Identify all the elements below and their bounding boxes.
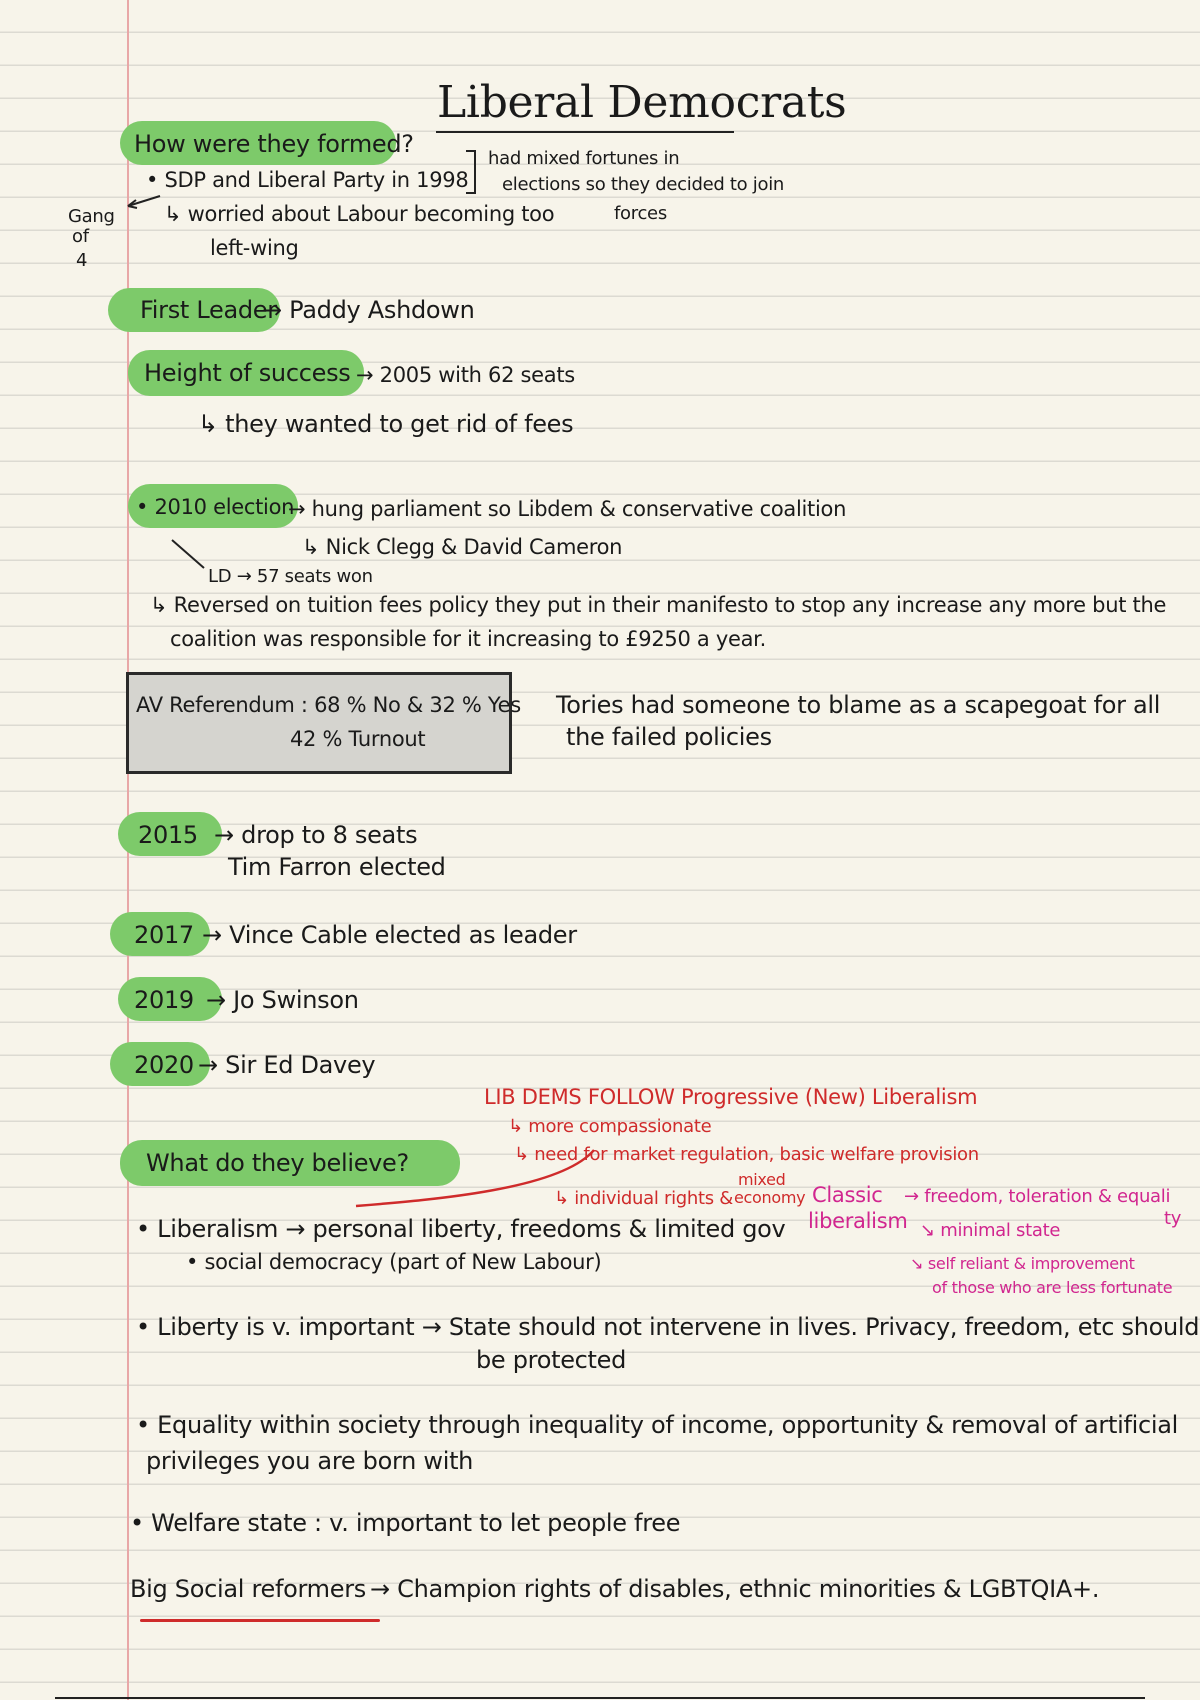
progressive-mixed: mixed (738, 1170, 786, 1189)
timeline-2020-text: → Sir Ed Davey (198, 1051, 376, 1079)
progressive-line-4: ↳ individual rights & (554, 1188, 734, 1209)
timeline-2017-year: 2017 (134, 921, 194, 949)
beliefs-liberty-1: • Liberty is v. important → State should not intervene in lives. Privacy, freedom, etc should (136, 1313, 1200, 1341)
progressive-line-2: ↳ more compassionate (508, 1116, 712, 1137)
margin-note-gang: Gang (68, 206, 115, 227)
beliefs-heading: What do they believe? (146, 1149, 409, 1177)
success-value: → 2005 with 62 seats (356, 363, 575, 387)
bottom-rule (55, 1697, 1145, 1699)
success-note: ↳ they wanted to get rid of fees (198, 410, 574, 438)
classic-point-3a: ↘ self reliant & improvement (910, 1254, 1135, 1273)
classic-point-2: ↘ minimal state (920, 1220, 1061, 1241)
election2010-sub-1: ↳ Nick Clegg & David Cameron (302, 535, 623, 559)
margin-note-4: 4 (76, 250, 88, 271)
timeline-2015-text: → drop to 8 seats (214, 821, 418, 849)
election2010-sub-2: LD → 57 seats won (208, 566, 373, 587)
success-label: Height of success (144, 359, 351, 387)
av-line-1: AV Referendum : 68 % No & 32 % Yes (136, 693, 521, 717)
beliefs-reformers-text: → Champion rights of disables, ethnic minorities & LGBTQIA+. (370, 1575, 1100, 1603)
classic-point-3b: of those who are less fortunate (932, 1278, 1173, 1297)
av-side-1: Tories had someone to blame as a scapegoat for all (556, 691, 1161, 719)
beliefs-welfare: • Welfare state : v. important to let people free (130, 1509, 681, 1537)
formed-heading: How were they formed? (134, 130, 414, 158)
gang-of-4-arrow (128, 196, 160, 206)
progressive-economy: economy (734, 1188, 806, 1207)
classic-label-2: liberalism (808, 1209, 908, 1233)
election2010-value: → hung parliament so Libdem & conservative coalition (288, 497, 847, 521)
beliefs-equality-2: privileges you are born with (146, 1447, 474, 1475)
av-side-2: the failed policies (566, 723, 772, 751)
timeline-2017-text: → Vince Cable elected as leader (202, 921, 577, 949)
election2010-reversal-1: ↳ Reversed on tuition fees policy they put in their manifesto to stop any increase any more but the (150, 593, 1167, 617)
beliefs-reformers-label: Big Social reformers (130, 1575, 366, 1603)
formed-line-3: left-wing (210, 236, 299, 260)
timeline-2020-year: 2020 (134, 1051, 194, 1079)
timeline-2019-year: 2019 (134, 986, 194, 1014)
formed-line-2: ↳ worried about Labour becoming too (164, 202, 555, 226)
page-title: Liberal Democrats (437, 77, 847, 128)
progressive-line-3: ↳ need for market regulation, basic welfare provision (514, 1144, 979, 1165)
classic-label-1: Classic (812, 1183, 883, 1207)
timeline-2015-year: 2015 (138, 821, 198, 849)
timeline-2015-sub: Tim Farron elected (228, 853, 446, 881)
red-link-arrow (356, 1150, 594, 1206)
first-leader-label: First Leader (140, 296, 277, 324)
beliefs-liberty-2: be protected (476, 1346, 627, 1374)
av-line-2: 42 % Turnout (290, 727, 426, 751)
timeline-2019-text: → Jo Swinson (206, 986, 359, 1014)
formed-side-1: had mixed fortunes in (488, 148, 680, 169)
progressive-line-1: LIB DEMS FOLLOW Progressive (New) Liberalism (484, 1085, 978, 1109)
classic-point-1: → freedom, toleration & equali (904, 1186, 1171, 1207)
beliefs-social-democracy: • social democracy (part of New Labour) (186, 1250, 602, 1274)
margin-note-of: of (72, 226, 89, 247)
beliefs-equality-1: • Equality within society through inequality of income, opportunity & removal of artificial (136, 1411, 1179, 1439)
formed-side-2: elections so they decided to join (502, 174, 785, 195)
first-leader-value: → Paddy Ashdown (262, 296, 475, 324)
classic-point-1-end: ty (1164, 1208, 1182, 1229)
formed-line-1: • SDP and Liberal Party in 1998 (146, 168, 469, 192)
election2010-reversal-2: coalition was responsible for it increasing to £9250 a year. (170, 627, 766, 651)
beliefs-liberalism: • Liberalism → personal liberty, freedoms & limited gov (136, 1215, 786, 1243)
formed-side-3: forces (614, 203, 667, 224)
election2010-label: • 2010 election (136, 495, 295, 519)
ld-seats-arrow (172, 540, 204, 568)
